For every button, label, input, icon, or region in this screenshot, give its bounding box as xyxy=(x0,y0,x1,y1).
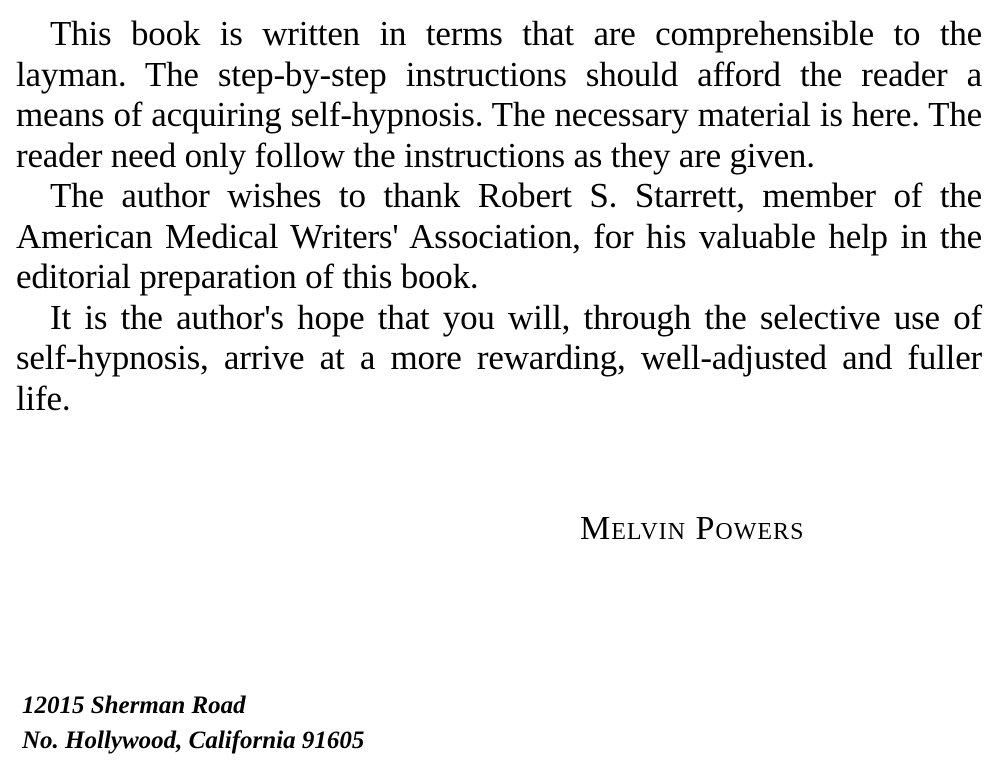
paragraph-intro: This book is written in terms that are comprehensible to the layman. The step-by-step instructions should afford the reader a means of acquiring self-hypnosis. The necessary material is here. The reader need only follow the instructions as they are given. xyxy=(16,14,982,175)
author-signature: Melvin Powers xyxy=(580,510,805,547)
paragraph-acknowledgement: The author wishes to thank Robert S. Starrett, member of the American Medical Writers' Association, for his valuable help in the editorial preparation of this book. xyxy=(16,176,982,296)
address-street: 12015 Sherman Road xyxy=(22,692,246,719)
address-city: No. Hollywood, California 91605 xyxy=(22,727,365,754)
preface-body xyxy=(16,14,982,419)
publisher-address xyxy=(22,688,364,758)
paragraph-closing: It is the author's hope that you will, through the selective use of self-hypnosis, arrive at a more rewarding, well-adjusted and fuller life. xyxy=(16,297,982,418)
